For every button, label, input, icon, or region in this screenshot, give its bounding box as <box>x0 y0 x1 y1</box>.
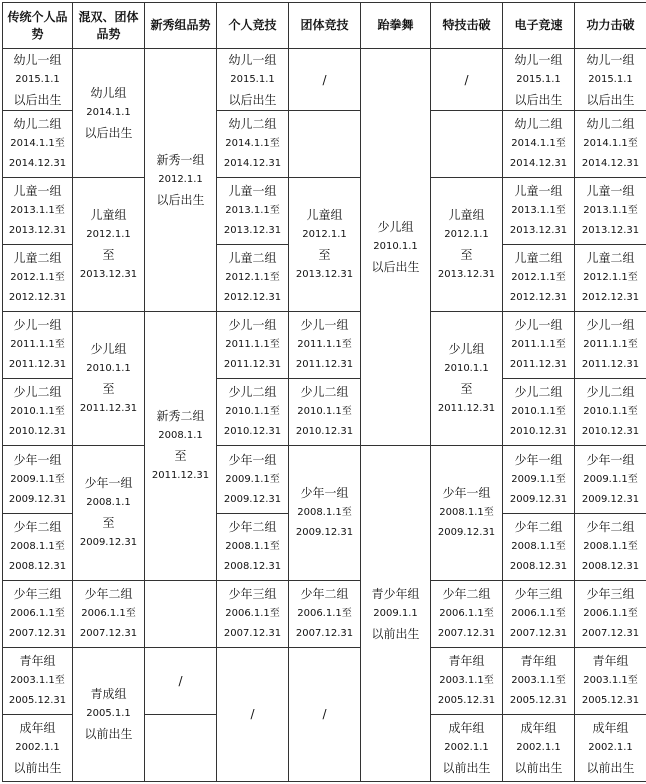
cell-date-line: 2002.1.1 <box>588 741 633 753</box>
cell-date-line: 2010.1.1至 <box>10 406 65 418</box>
cell-label-line: 儿童一组 <box>228 184 277 199</box>
table-cell <box>575 49 646 111</box>
table-cell <box>145 312 217 580</box>
table-cell <box>575 312 646 379</box>
table-cell <box>503 714 575 781</box>
cell-date-line: 2008.1.1至 <box>439 507 494 519</box>
table-cell <box>575 513 646 580</box>
cell-label-line: 儿童一组 <box>13 184 62 199</box>
cell-label-line: 少年二组 <box>300 586 349 601</box>
table-cell <box>145 49 217 312</box>
cell-date-line: 2009.1.1至 <box>511 473 566 485</box>
table-cell <box>145 647 217 714</box>
cell-label-line: 至 <box>102 516 115 531</box>
cell-date-line: 2010.1.1至 <box>583 406 638 418</box>
cell-date-line: 2006.1.1至 <box>583 607 638 619</box>
cell-label-line: 至 <box>102 247 115 262</box>
cell-date-line: 2009.1.1 <box>373 607 418 619</box>
cell-label-line: 少年一组 <box>13 452 62 467</box>
cell-date-line: 2011.1.1至 <box>511 339 566 351</box>
cell-label-line: 至 <box>174 448 187 463</box>
cell-date-line: 2012.1.1 <box>444 228 489 240</box>
table-cell <box>3 513 73 580</box>
cell-date-line: 2015.1.1 <box>230 73 275 85</box>
cell-label-line: 青年组 <box>592 653 629 668</box>
table-cell <box>289 178 361 312</box>
cell-label-line: 幼儿二组 <box>228 117 277 132</box>
cell-date-line: 2009.1.1至 <box>583 473 638 485</box>
table-cell <box>217 379 289 446</box>
table-cell <box>3 714 73 781</box>
table-cell <box>575 446 646 513</box>
cell-date-line: 2010.1.1至 <box>297 406 352 418</box>
table-cell <box>73 49 145 178</box>
table-cell <box>503 647 575 714</box>
cell-label-line: 少年三组 <box>514 586 563 601</box>
cell-label-line: 幼儿一组 <box>13 52 62 67</box>
table-cell <box>3 379 73 446</box>
table-cell <box>503 178 575 245</box>
table-row <box>3 647 646 714</box>
cell-label-line: 青年组 <box>520 653 557 668</box>
cell-label-line: 少儿组 <box>377 220 414 235</box>
cell-date-line: 2011.12.31 <box>295 359 354 371</box>
cell-date-line: 2013.1.1至 <box>225 205 280 217</box>
table-cell <box>3 312 73 379</box>
column-header: 传统个人品势 <box>3 3 73 49</box>
cell-date-line: 2008.1.1至 <box>583 540 638 552</box>
cell-label-line: 成年组 <box>19 720 56 735</box>
cell-date-line: 2007.12.31 <box>8 627 67 639</box>
cell-date-line: 2012.1.1 <box>302 228 347 240</box>
cell-date-line: 2009.12.31 <box>295 527 354 539</box>
cell-date-line: 2014.1.1至 <box>511 138 566 150</box>
table-cell <box>431 178 503 312</box>
cell-label-line: 以前出生 <box>84 727 133 742</box>
cell-date-line: 2011.12.31 <box>8 359 67 371</box>
cell-date-line: 2008.12.31 <box>509 560 568 572</box>
column-header: 团体竞技 <box>289 3 361 49</box>
cell-date-line: 2007.12.31 <box>509 627 568 639</box>
table-cell <box>289 580 361 647</box>
cell-label-line: 少年一组 <box>514 452 563 467</box>
cell-date-line: 2005.12.31 <box>509 694 568 706</box>
cell-label-line: 新秀二组 <box>156 408 205 423</box>
cell-label-line: 青成组 <box>90 687 127 702</box>
cell-date-line: 2009.12.31 <box>581 493 640 505</box>
cell-date-line: 2006.1.1至 <box>511 607 566 619</box>
cell-label-line: 儿童组 <box>90 207 127 222</box>
cell-date-line: 2009.12.31 <box>8 493 67 505</box>
cell-date-line: 2005.12.31 <box>437 694 496 706</box>
cell-label-line: 少儿一组 <box>13 318 62 333</box>
cell-label-line: 以后出生 <box>84 126 133 141</box>
cell-date-line: 2013.12.31 <box>437 268 496 280</box>
cell-label-line: 少年二组 <box>13 519 62 534</box>
table-cell <box>145 580 217 647</box>
table-cell <box>431 312 503 446</box>
table-cell <box>575 111 646 178</box>
cell-date-line: 2008.1.1至 <box>297 507 352 519</box>
cell-label-line: 少年二组 <box>514 519 563 534</box>
cell-date-line: 2011.12.31 <box>223 359 282 371</box>
cell-date-line: 2010.1.1 <box>86 362 131 374</box>
cell-date-line: 2003.1.1至 <box>511 674 566 686</box>
table-cell <box>431 580 503 647</box>
cell-label-line: 儿童组 <box>448 207 485 222</box>
cell-label-line: 少儿二组 <box>514 385 563 400</box>
cell-date-line: 2011.1.1至 <box>297 339 352 351</box>
cell-label-line: 以后出生 <box>586 92 635 107</box>
cell-date-line: 2011.1.1至 <box>10 339 65 351</box>
cell-date-line: 2012.12.31 <box>8 292 67 304</box>
table-cell <box>145 714 217 781</box>
cell-label-line: 少儿一组 <box>228 318 277 333</box>
table-cell <box>289 647 361 781</box>
cell-date-line: 2012.1.1 <box>158 174 203 186</box>
table-cell <box>431 49 503 111</box>
cell-date-line: 2002.1.1 <box>15 741 60 753</box>
cell-label-line: / <box>250 707 255 722</box>
cell-date-line: 2008.1.1至 <box>225 540 280 552</box>
cell-label-line: 幼儿二组 <box>514 117 563 132</box>
cell-label-line: 少儿二组 <box>586 385 635 400</box>
cell-label-line: 至 <box>460 247 473 262</box>
cell-date-line: 2014.1.1 <box>86 107 131 119</box>
cell-date-line: 2011.1.1至 <box>583 339 638 351</box>
cell-label-line: 以前出生 <box>13 760 62 775</box>
table-cell <box>217 312 289 379</box>
cell-date-line: 2010.12.31 <box>8 426 67 438</box>
cell-date-line: 2012.1.1 <box>86 228 131 240</box>
cell-label-line: 以后出生 <box>156 193 205 208</box>
cell-date-line: 2012.12.31 <box>581 292 640 304</box>
cell-date-line: 2015.1.1 <box>15 73 60 85</box>
cell-date-line: 2013.12.31 <box>295 268 354 280</box>
table-cell <box>289 446 361 580</box>
cell-date-line: 2003.1.1至 <box>10 674 65 686</box>
cell-label-line: 少年一组 <box>228 452 277 467</box>
cell-date-line: 2007.12.31 <box>295 627 354 639</box>
table-cell <box>217 647 289 781</box>
cell-label-line: 少年二组 <box>84 586 133 601</box>
cell-date-line: 2007.12.31 <box>581 627 640 639</box>
cell-date-line: 2008.12.31 <box>223 560 282 572</box>
table-body <box>3 49 646 782</box>
cell-label-line: 以后出生 <box>514 92 563 107</box>
cell-label-line: 少年二组 <box>228 519 277 534</box>
table-row <box>3 446 646 513</box>
cell-label-line: 以前出生 <box>442 760 491 775</box>
cell-date-line: 2006.1.1至 <box>225 607 280 619</box>
column-header: 个人竞技 <box>217 3 289 49</box>
cell-date-line: 2013.12.31 <box>79 268 138 280</box>
cell-date-line: 2012.1.1至 <box>583 272 638 284</box>
cell-date-line: 2011.12.31 <box>581 359 640 371</box>
table-cell <box>73 312 145 446</box>
cell-label-line: 幼儿一组 <box>228 52 277 67</box>
table-row <box>3 580 646 647</box>
cell-date-line: 2008.1.1 <box>158 429 203 441</box>
cell-date-line: 2013.12.31 <box>581 225 640 237</box>
cell-label-line: 少儿组 <box>448 341 485 356</box>
cell-label-line: 以前出生 <box>371 626 420 641</box>
table-cell <box>575 714 646 781</box>
table-cell <box>3 580 73 647</box>
cell-label-line: / <box>322 72 327 87</box>
cell-date-line: 2012.12.31 <box>509 292 568 304</box>
cell-date-line: 2007.12.31 <box>79 627 138 639</box>
cell-date-line: 2009.12.31 <box>509 493 568 505</box>
cell-label-line: 少年二组 <box>586 519 635 534</box>
cell-date-line: 2014.1.1至 <box>10 138 65 150</box>
table-cell <box>503 312 575 379</box>
cell-date-line: 2007.12.31 <box>223 627 282 639</box>
table-cell <box>289 49 361 111</box>
cell-label-line: 少年三组 <box>586 586 635 601</box>
table-cell <box>431 714 503 781</box>
table-cell <box>217 178 289 245</box>
cell-date-line: 2012.1.1至 <box>10 272 65 284</box>
table-cell <box>503 513 575 580</box>
cell-date-line: 2008.1.1 <box>86 497 131 509</box>
table-cell <box>217 111 289 178</box>
cell-label-line: 幼儿二组 <box>13 117 62 132</box>
column-header: 新秀组品势 <box>145 3 217 49</box>
table-cell <box>73 647 145 781</box>
cell-date-line: 2011.12.31 <box>151 469 210 481</box>
table-cell <box>289 312 361 379</box>
cell-label-line: 少儿一组 <box>514 318 563 333</box>
cell-date-line: 2011.12.31 <box>509 359 568 371</box>
cell-label-line: 新秀一组 <box>156 153 205 168</box>
cell-label-line: 儿童二组 <box>586 251 635 266</box>
cell-label-line: 以后出生 <box>13 92 62 107</box>
cell-date-line: 2010.1.1至 <box>225 406 280 418</box>
cell-label-line: 儿童组 <box>306 207 343 222</box>
cell-label-line: 成年组 <box>448 720 485 735</box>
cell-date-line: 2002.1.1 <box>444 741 489 753</box>
cell-date-line: 2013.12.31 <box>8 225 67 237</box>
cell-date-line: 2015.1.1 <box>588 73 633 85</box>
table-cell <box>431 446 503 580</box>
cell-label-line: 成年组 <box>520 720 557 735</box>
cell-date-line: 2006.1.1至 <box>439 607 494 619</box>
cell-date-line: 2010.1.1至 <box>511 406 566 418</box>
table-cell <box>217 245 289 312</box>
table-cell <box>217 513 289 580</box>
table-cell <box>503 379 575 446</box>
table-cell <box>289 379 361 446</box>
cell-label-line: 少儿二组 <box>13 385 62 400</box>
cell-label-line: 幼儿组 <box>90 86 127 101</box>
cell-date-line: 2013.1.1至 <box>10 205 65 217</box>
cell-label-line: 儿童二组 <box>228 251 277 266</box>
table-cell <box>3 111 73 178</box>
cell-date-line: 2010.1.1 <box>373 241 418 253</box>
cell-date-line: 2014.12.31 <box>8 158 67 170</box>
table-cell <box>575 245 646 312</box>
cell-label-line: 儿童二组 <box>514 251 563 266</box>
cell-label-line: 儿童一组 <box>514 184 563 199</box>
cell-label-line: 少儿组 <box>90 341 127 356</box>
cell-date-line: 2010.12.31 <box>295 426 354 438</box>
table-cell <box>431 647 503 714</box>
table-cell <box>575 580 646 647</box>
cell-label-line: 少年一组 <box>300 486 349 501</box>
cell-date-line: 2003.1.1至 <box>439 674 494 686</box>
table-row <box>3 49 646 111</box>
cell-date-line: 2010.12.31 <box>223 426 282 438</box>
cell-label-line: 儿童一组 <box>586 184 635 199</box>
table-cell <box>217 446 289 513</box>
table-cell <box>217 49 289 111</box>
cell-label-line: 至 <box>460 381 473 396</box>
table-cell <box>575 178 646 245</box>
table-cell <box>73 178 145 312</box>
cell-date-line: 2008.12.31 <box>8 560 67 572</box>
cell-date-line: 2012.1.1至 <box>511 272 566 284</box>
cell-label-line: 幼儿二组 <box>586 117 635 132</box>
cell-date-line: 2015.1.1 <box>516 73 561 85</box>
cell-date-line: 2013.1.1至 <box>583 205 638 217</box>
column-header: 特技击破 <box>431 3 503 49</box>
cell-date-line: 2005.1.1 <box>86 708 131 720</box>
cell-date-line: 2002.1.1 <box>516 741 561 753</box>
cell-date-line: 2010.12.31 <box>581 426 640 438</box>
cell-label-line: 以前出生 <box>514 760 563 775</box>
table-cell <box>3 446 73 513</box>
cell-date-line: 2010.12.31 <box>509 426 568 438</box>
cell-label-line: 儿童二组 <box>13 251 62 266</box>
column-header: 跆拳舞 <box>361 3 431 49</box>
header-row <box>3 3 646 49</box>
column-header: 混双、团体品势 <box>73 3 145 49</box>
cell-date-line: 2012.1.1至 <box>225 272 280 284</box>
cell-date-line: 2009.12.31 <box>223 493 282 505</box>
cell-date-line: 2014.12.31 <box>581 158 640 170</box>
cell-label-line: 少年一组 <box>586 452 635 467</box>
cell-label-line: 青年组 <box>19 653 56 668</box>
cell-label-line: 少年三组 <box>228 586 277 601</box>
table-cell <box>3 647 73 714</box>
cell-label-line: 至 <box>318 247 331 262</box>
table-cell <box>503 446 575 513</box>
cell-label-line: 青少年组 <box>371 586 420 601</box>
table-cell <box>3 178 73 245</box>
cell-label-line: 至 <box>102 381 115 396</box>
table-cell <box>361 446 431 782</box>
cell-label-line: 少儿二组 <box>300 385 349 400</box>
cell-label-line: 成年组 <box>592 720 629 735</box>
cell-date-line: 2008.1.1至 <box>511 540 566 552</box>
cell-date-line: 2006.1.1至 <box>10 607 65 619</box>
cell-date-line: 2009.12.31 <box>437 527 496 539</box>
cell-label-line: 以前出生 <box>586 760 635 775</box>
table-cell <box>503 245 575 312</box>
cell-label-line: / <box>464 72 469 87</box>
table-cell <box>289 111 361 178</box>
cell-date-line: 2006.1.1至 <box>81 607 136 619</box>
table-cell <box>3 49 73 111</box>
table-cell <box>73 580 145 647</box>
table-row <box>3 312 646 379</box>
table-cell <box>361 49 431 446</box>
cell-label-line: 少儿一组 <box>586 318 635 333</box>
cell-date-line: 2009.1.1至 <box>10 473 65 485</box>
cell-label-line: 少儿二组 <box>228 385 277 400</box>
table-cell <box>575 379 646 446</box>
table-cell <box>503 49 575 111</box>
cell-date-line: 2010.1.1 <box>444 362 489 374</box>
cell-date-line: 2014.12.31 <box>223 158 282 170</box>
cell-label-line: 青年组 <box>448 653 485 668</box>
table-cell <box>503 111 575 178</box>
table-cell <box>503 580 575 647</box>
cell-date-line: 2014.1.1至 <box>583 138 638 150</box>
cell-date-line: 2013.12.31 <box>509 225 568 237</box>
cell-date-line: 2006.1.1至 <box>297 607 352 619</box>
cell-label-line: 幼儿一组 <box>586 52 635 67</box>
table-cell <box>431 111 503 178</box>
cell-label-line: / <box>322 707 327 722</box>
table-cell <box>217 580 289 647</box>
table-cell <box>3 245 73 312</box>
cell-date-line: 2011.1.1至 <box>225 339 280 351</box>
age-group-table <box>2 2 646 782</box>
table-cell <box>73 446 145 580</box>
cell-label-line: 少年一组 <box>442 486 491 501</box>
cell-date-line: 2014.12.31 <box>509 158 568 170</box>
cell-label-line: 以后出生 <box>371 260 420 275</box>
cell-date-line: 2011.12.31 <box>437 402 496 414</box>
cell-date-line: 2013.1.1至 <box>511 205 566 217</box>
cell-label-line: 少年二组 <box>442 586 491 601</box>
cell-label-line: 以后出生 <box>228 92 277 107</box>
cell-label-line: 少年三组 <box>13 586 62 601</box>
column-header: 功力击破 <box>575 3 646 49</box>
cell-date-line: 2012.12.31 <box>223 292 282 304</box>
cell-date-line: 2009.12.31 <box>79 537 138 549</box>
table-row <box>3 178 646 245</box>
cell-label-line: 少年一组 <box>84 476 133 491</box>
cell-date-line: 2008.1.1至 <box>10 540 65 552</box>
cell-label-line: 少儿一组 <box>300 318 349 333</box>
cell-date-line: 2013.12.31 <box>223 225 282 237</box>
cell-date-line: 2003.1.1至 <box>583 674 638 686</box>
cell-label-line: / <box>178 673 183 688</box>
cell-date-line: 2008.12.31 <box>581 560 640 572</box>
cell-date-line: 2014.1.1至 <box>225 138 280 150</box>
table-cell <box>575 647 646 714</box>
cell-label-line: 幼儿一组 <box>514 52 563 67</box>
column-header: 电子竞速 <box>503 3 575 49</box>
cell-date-line: 2011.12.31 <box>79 402 138 414</box>
cell-date-line: 2005.12.31 <box>581 694 640 706</box>
cell-date-line: 2005.12.31 <box>8 694 67 706</box>
cell-date-line: 2007.12.31 <box>437 627 496 639</box>
cell-date-line: 2009.1.1至 <box>225 473 280 485</box>
